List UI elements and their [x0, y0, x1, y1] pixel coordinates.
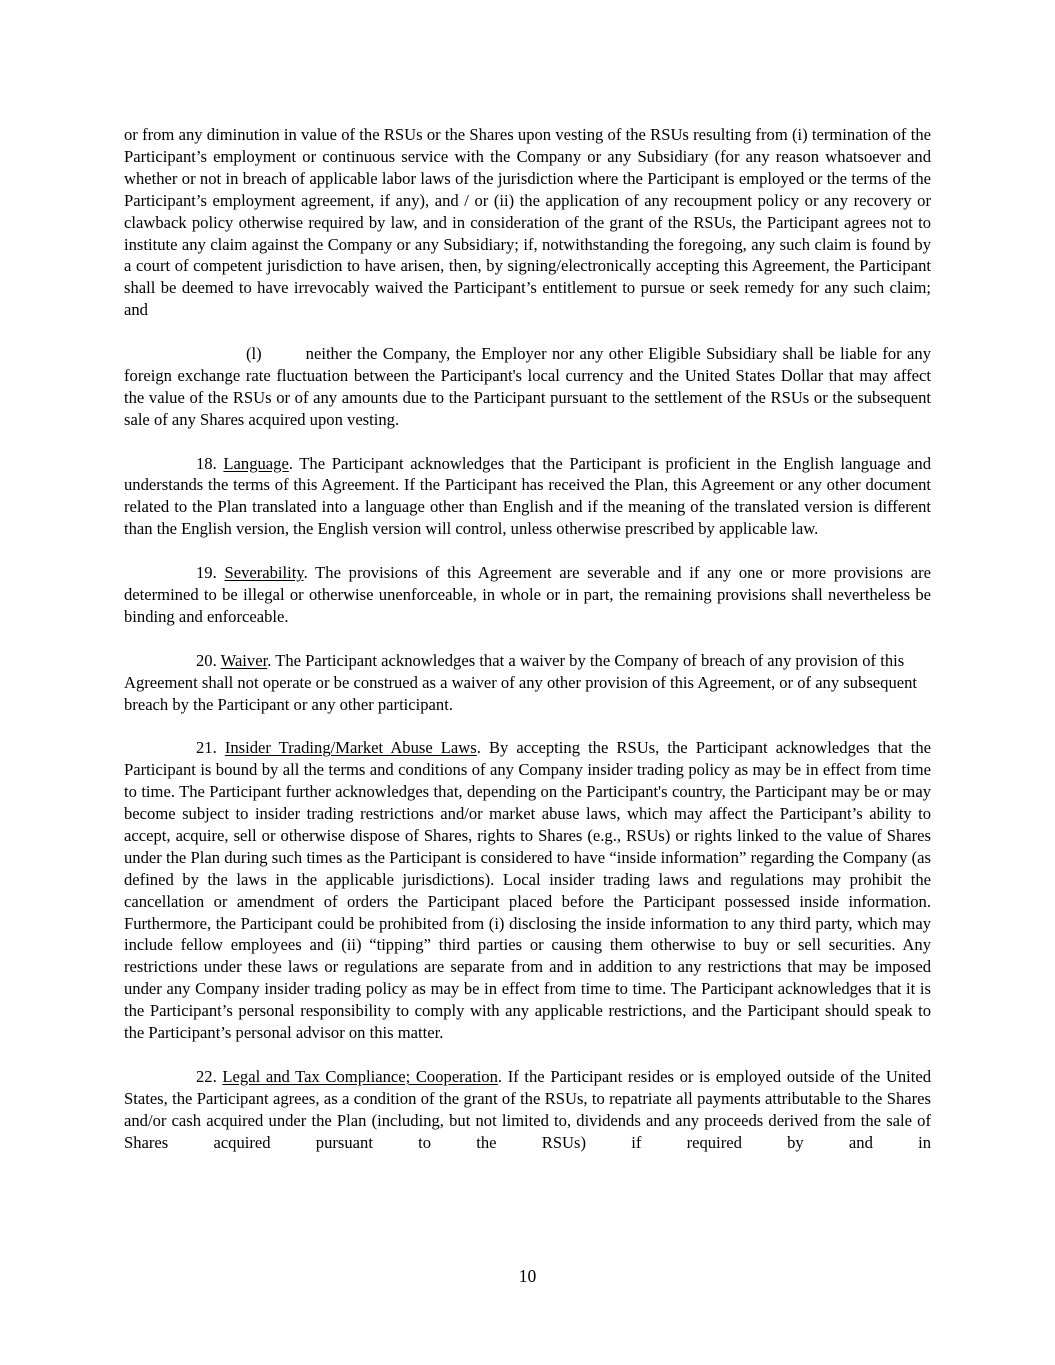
section-number: 20. — [196, 650, 217, 670]
section-number: 21. — [196, 738, 217, 758]
section-heading: Language — [223, 453, 289, 473]
section-heading: Legal and Tax Compliance; Cooperation — [222, 1066, 498, 1086]
section-text: . The Participant acknowledges that the Participant is proficient in the English language and understands the terms of this Agreement. If the Participant has received the Plan, this Agreement or any other document related to the Plan translated into a language other than English and if the meaning of the translated version is different than the English version, the English version will control, unless otherwise prescribed by applicable law. — [124, 453, 931, 539]
section-22-legal-tax-compliance — [124, 1066, 931, 1154]
section-heading: Waiver — [220, 650, 268, 670]
section-21-insider-trading — [124, 737, 931, 1044]
section-number: 19. — [196, 563, 217, 583]
section-text: . By accepting the RSUs, the Participant acknowledges that the Participant is bound by all the terms and conditions of any Company insider trading policy as may be in effect from time to time. The Participant further acknowledges that, depending on the Participant's country, the Participant may be or may become subject to insider trading restrictions and/or market abuse laws, which may affect the Participant’s ability to accept, acquire, sell or otherwise dispose of Shares, rights to Shares (e.g., RSUs) or rights linked to the value of Shares under the Plan during such times as the Participant is considered to have “inside information” regarding the Company (as defined by the laws in the applicable jurisdictions). Local insider trading laws and regulations may prohibit the cancellation or amendment of orders the Participant placed before the Participant possessed inside information. Furthermore, the Participant could be prohibited from (i) disclosing the inside information to any third party, which may include fellow employees and (ii) “tipping” third parties or causing them otherwise to buy or sell securities. Any restrictions under these laws or regulations are separate from and in addition to any restrictions that may be imposed under any Company insider trading policy as may be in effect from time to time. The Participant acknowledges that it is the Participant’s personal responsibility to comply with any applicable restrictions, and the Participant should speak to the Participant’s personal advisor on this matter. — [124, 738, 931, 1043]
item-l-label: (l) — [246, 344, 262, 364]
section-heading: Severability — [224, 563, 304, 583]
section-18-language — [124, 453, 931, 541]
section-19-severability — [124, 562, 931, 628]
item-l-paragraph — [124, 343, 931, 431]
section-text: . The provisions of this Agreement are severable and if any one or more provisions are determined to be illegal or otherwise unenforceable, in whole or in part, the remaining provisions shall nevertheless be binding and enforceable. — [124, 563, 931, 626]
item-l-text: neither the Company, the Employer nor any other Eligible Subsidiary shall be liable for any foreign exchange rate fluctuation between the Participant's local currency and the United States Dollar that may affect the value of the RSUs or of any amounts due to the Participant pursuant to the settlement of the RSUs or the subsequent sale of any Shares acquired upon vesting. — [124, 344, 931, 429]
section-20-waiver — [124, 650, 931, 716]
page-number: 10 — [518, 1266, 537, 1286]
section-number: 22. — [196, 1066, 217, 1086]
section-text: . The Participant acknowledges that a waiver by the Company of breach of any provision of this Agreement shall not operate or be construed as a waiver of any other provision of this Agreement, or of any subsequent breach by the Participant or any other participant. — [124, 650, 918, 714]
section-text: . If the Participant resides or is employed outside of the United States, the Participant agrees, as a condition of the grant of the RSUs, to repatriate all payments attributable to the Shares and/or cash acquired under the Plan (including, but not limited to, dividends and any proceeds derived from the sale of Shares acquired pursuant to the RSUs) if required by and in — [124, 1066, 931, 1152]
continuation-paragraph: or from any diminution in value of the RSUs or the Shares upon vesting of the RSUs resulting from (i) termination of the Participant’s employment or continuous service with the Company or any Subsidiary (for any reason whatsoever and whether or not in breach of applicable labor laws of the jurisdiction where the Participant is employed or the terms of the Participant’s employment agreement, if any), and / or (ii) the application of any recoupment policy or any recovery or clawback policy otherwise required by law, and in consideration of the grant of the RSUs, the Participant agrees not to institute any claim against the Company or any Subsidiary; if, notwithstanding the foregoing, any such claim is found by a court of competent jurisdiction to have arisen, then, by signing/electronically accepting this Agreement, the Participant shall be deemed to have irrevocably waived the Participant’s entitlement to pursue or seek remedy for any such claim; and — [124, 125, 931, 320]
section-heading: Insider Trading/Market Abuse Laws — [224, 738, 477, 758]
section-number: 18. — [196, 453, 217, 473]
document-body — [124, 124, 931, 1175]
